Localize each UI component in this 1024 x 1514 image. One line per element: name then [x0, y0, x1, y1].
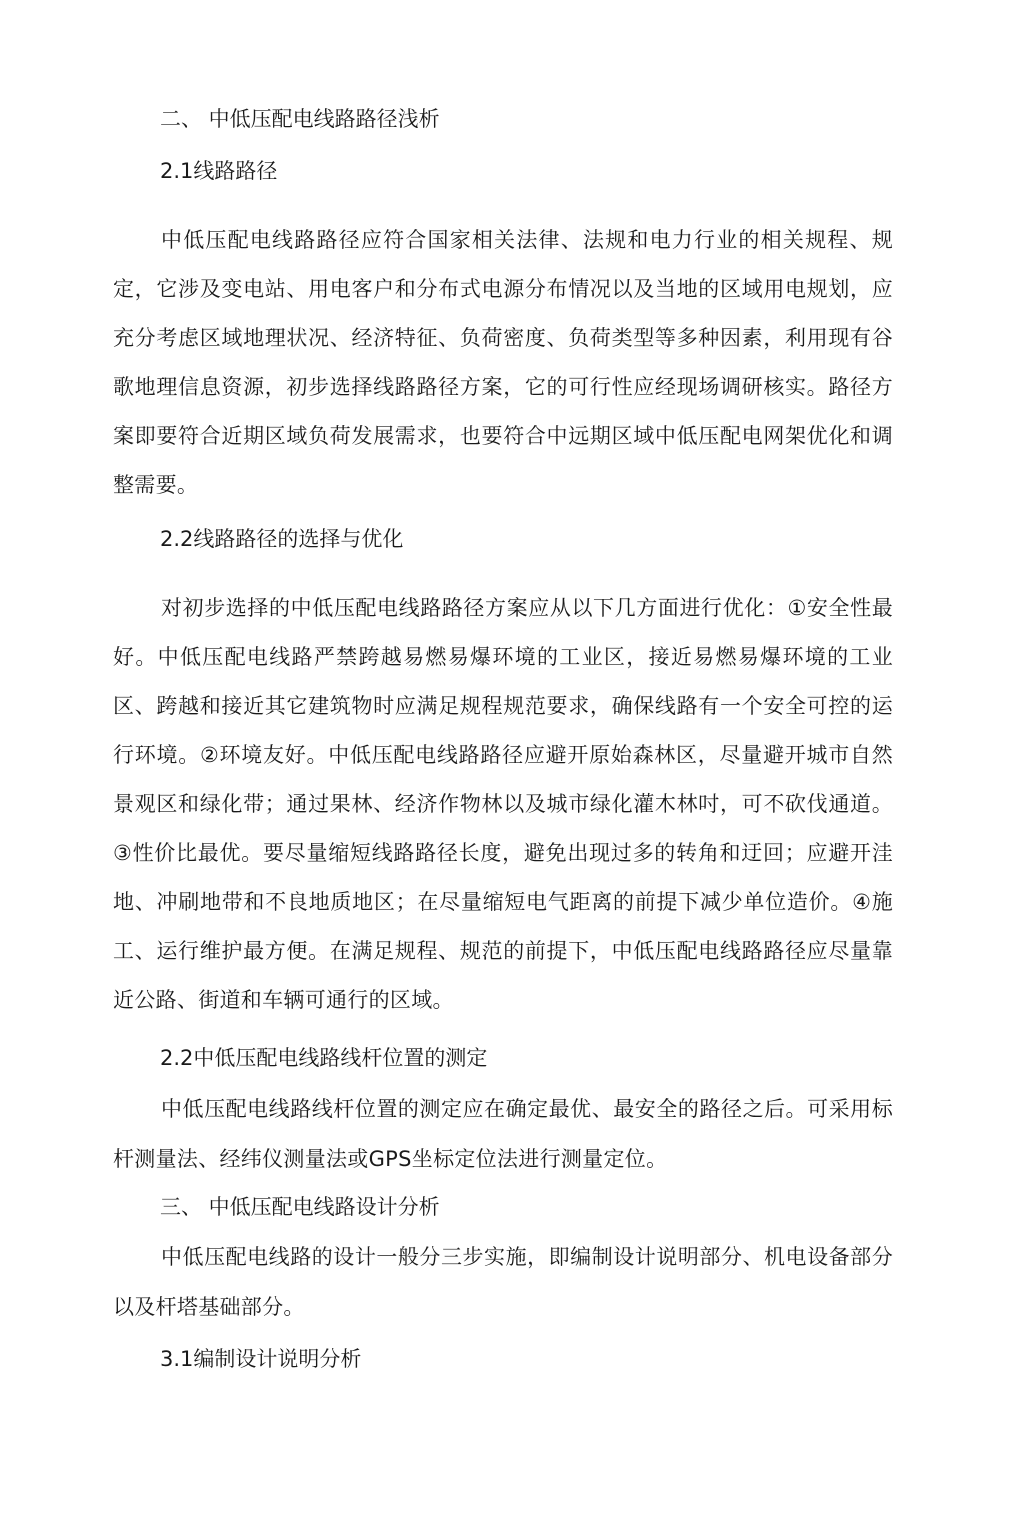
subsection-pole-position-heading: 2.2中低压配电线路线杆位置的测定 — [160, 1046, 488, 1070]
subsection-2-2-paragraph: 对初步选择的中低压配电线路路径方案应从以下几方面进行优化：①安全性最好。中低压配电线路严禁跨越易燃易爆环境的工业区，接近易燃易爆环境的工业区、跨越和接近其它建筑物时应满足规程规范要求，确保线路有一个安全可控的运行环境。②环境友好。中低压配电线路路径应避开原始森林区，尽量避开城市自然景观区和绿化带；通过果林、经济作物林以及城市绿化灌木林吋，可不砍伐通道。③性价比最优。要尽量缩短线路路径长度，避免出现过多的转角和迂回；应避开洼地、冲刷地带和不良地质地区；在尽量缩短电气距离的前提下减少单位造价。④施工、运行维护最方便。在满足规程、规范的前提下，中低压配电线路路径应尽量靠近公路、街道和车辆可通行的区域。 — [113, 596, 893, 1012]
section-3-heading: 三、 中低压配电线路设计分析 — [160, 1195, 440, 1219]
section-2-heading: 二、 中低压配电线路路径浅析 — [160, 107, 440, 131]
subsection-2-1-heading: 2.1线路路径 — [160, 159, 278, 183]
subsection-3-1-heading: 3.1编制设计说明分析 — [160, 1347, 362, 1371]
subsection-2-2-heading: 2.2线路路径的选择与优化 — [160, 527, 404, 551]
section-3-paragraph: 中低压配电线路的设计一般分三步实施，即编制设计说明部分、机电设备部分以及杆塔基础部分。 — [113, 1245, 893, 1319]
subsection-pole-position-paragraph: 中低压配电线路线杆位置的测定应在确定最优、最安全的路径之后。可采用标杆测量法、经纬仪测量法或GPS坐标定位法进行测量定位。 — [113, 1097, 893, 1171]
subsection-2-1-paragraph: 中低压配电线路路径应符合国家相关法律、法规和电力行业的相关规程、规定，它涉及变电站、用电客户和分布式电源分布情况以及当地的区域用电规划，应充分考虑区域地理状况、经济特征、负荷密度、负荷类型等多种因素，利用现有谷歌地理信息资源，初步选择线路路径方案，它的可行性应经现场调研核实。路径方案即要符合近期区域负荷发展需求，也要符合中远期区域中低压配电网架优化和调整需要。 — [113, 228, 893, 497]
